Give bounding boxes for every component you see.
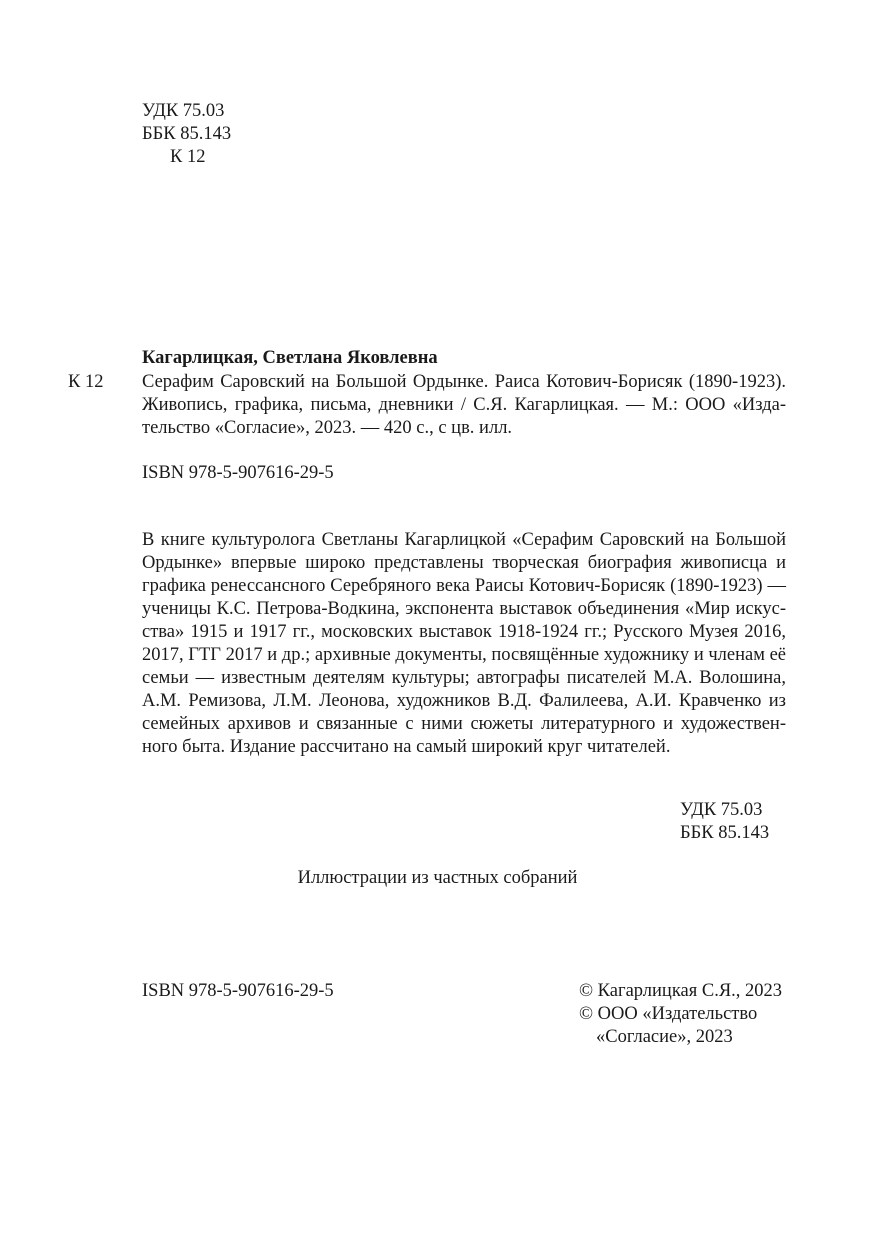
annotation-line: семейных архивов и связанные с ними сюжеты литературного и художествен- (142, 714, 786, 734)
author-heading: Кагарлицкая, Светлана Яковлевна (142, 348, 438, 368)
isbn-footer: ISBN 978-5-907616-29-5 (142, 981, 334, 1001)
bbk-code-bottom: ББК 85.143 (680, 823, 770, 843)
annotation-line: В книге культуролога Светланы Кагарлицкой «Серафим Саровский на Большой (142, 530, 786, 550)
bib-line: Серафим Саровский на Большой Ордынке. Раиса Котович-Борисяк (1890-1923). (142, 372, 786, 392)
illustrations-note: Иллюстрации из частных собраний (297, 868, 578, 888)
copyright-author: © Кагарлицкая С.Я., 2023 (579, 981, 783, 1001)
annotation-line: 2017, ГТГ 2017 и др.; архивные документы, посвящённые художнику и членам её (142, 645, 786, 665)
annotation-line: ученицы К.С. Петрова-Водкина, экспонента выставок объединения «Мир искус- (142, 599, 786, 619)
annotation-line: Ордынке» впервые широко представлены творческая биография живописца и (142, 553, 786, 573)
annotation-line: семьи — известным деятелям культуры; автографы писателей М.А. Волошина, (142, 668, 786, 688)
copyright-publisher-cont: «Согласие», 2023 (596, 1027, 733, 1047)
isbn-card: ISBN 978-5-907616-29-5 (142, 463, 334, 483)
bib-line: Живопись, графика, письма, дневники / С.Я. Кагарлицкая. — М.: ООО «Изда- (142, 395, 786, 415)
annotation-line: ства» 1915 и 1917 гг., московских выставок 1918-1924 гг.; Русского Музея 2016, (142, 622, 786, 642)
udk-code-top: УДК 75.03 (142, 101, 225, 121)
bbk-code-top: ББК 85.143 (142, 124, 232, 144)
author-mark-top: К 12 (170, 147, 206, 167)
bib-line: тельство «Согласие», 2023. — 420 с., с цв. илл. (142, 418, 513, 438)
author-mark-side: К 12 (68, 372, 104, 392)
udk-code-bottom: УДК 75.03 (680, 800, 763, 820)
copyright-publisher: © ООО «Издательство (579, 1004, 758, 1024)
bibliographic-description (142, 371, 786, 440)
annotation-line: А.М. Ремизова, Л.М. Леонова, художников В.Д. Фалилеева, А.И. Кравченко из (142, 691, 786, 711)
annotation-line: графика ренессансного Серебряного века Раисы Котович-Борисяк (1890-1923) — (142, 576, 786, 596)
annotation-line: ного быта. Издание рассчитано на самый широкий круг читателей. (142, 737, 671, 757)
annotation (142, 529, 786, 759)
